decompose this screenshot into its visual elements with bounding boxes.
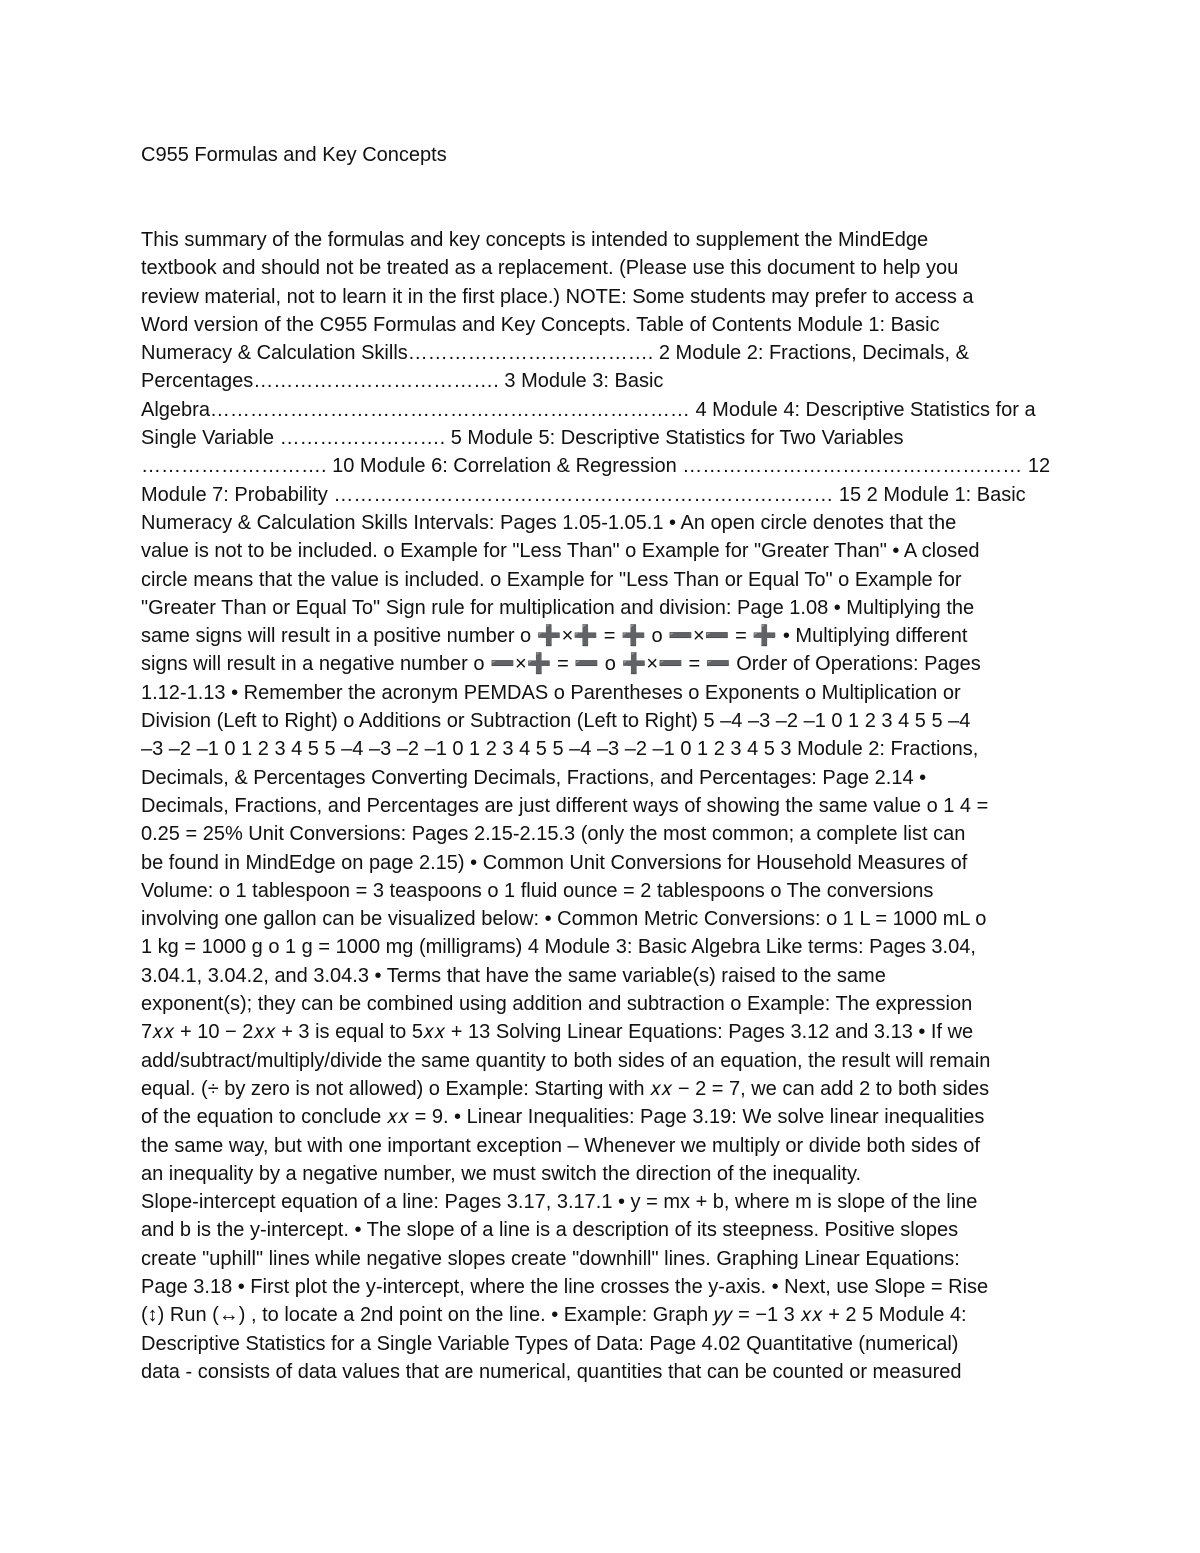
body-text-line: Word version of the C955 Formulas and Key Concepts. Table of Contents Module 1: Basic <box>141 313 940 336</box>
body-text-line: "Greater Than or Equal To" Sign rule for multiplication and division: Page 1.08 • Multiplying the <box>141 596 975 619</box>
body-text-line: 7𝑥𝑥 + 10 − 2𝑥𝑥 + 3 is equal to 5𝑥𝑥 + 13 Solving Linear Equations: Pages 3.12 and 3.13 • If we <box>141 1021 974 1044</box>
body-text-line: Volume: o 1 tablespoon = 3 teaspoons o 1 fluid ounce = 2 tablespoons o The conversions <box>141 879 934 902</box>
body-text-line: –3 –2 –1 0 1 2 3 4 5 5 –4 –3 –2 –1 0 1 2 3 4 5 5 –4 –3 –2 –1 0 1 2 3 4 5 3 Module 2: Fractions, <box>141 738 979 761</box>
body-text-line: Decimals, & Percentages Converting Decimals, Fractions, and Percentages: Page 2.14 • <box>141 766 927 789</box>
body-text-line: ………………………. 10 Module 6: Correlation & Regression …………………………………………… 12 <box>141 455 1051 478</box>
body-text-line: Division (Left to Right) o Additions or Subtraction (Left to Right) 5 –4 –3 –2 –1 0 1 2 3 4 5 5 –4 <box>141 710 971 733</box>
body-text-line: be found in MindEdge on page 2.15) • Common Unit Conversions for Household Measures of <box>141 851 968 874</box>
body-text-line: circle means that the value is included. o Example for "Less Than or Equal To" o Example for <box>141 568 962 591</box>
body-text-line: add/subtract/multiply/divide the same quantity to both sides of an equation, the result will remain <box>141 1049 991 1072</box>
body-text-line: the same way, but with one important exception – Whenever we multiply or divide both sides of <box>141 1134 980 1157</box>
body-text-line: Percentages………………………………. 3 Module 3: Basic <box>141 370 664 393</box>
body-text-line: create "uphill" lines while negative slopes create "downhill" lines. Graphing Linear Equations: <box>141 1247 960 1270</box>
document-body <box>141 226 1071 1386</box>
body-text-line: of the equation to conclude 𝑥𝑥 = 9. • Linear Inequalities: Page 3.19: We solve linear inequalities <box>141 1106 985 1129</box>
body-text-line: exponent(s); they can be combined using addition and subtraction o Example: The expression <box>141 993 973 1016</box>
body-text-line: textbook and should not be treated as a replacement. (Please use this document to help you <box>141 257 959 280</box>
body-text-line: This summary of the formulas and key concepts is intended to supplement the MindEdge <box>141 229 929 251</box>
body-text-line: Descriptive Statistics for a Single Variable Types of Data: Page 4.02 Quantitative (numerical) <box>141 1332 959 1355</box>
body-text-line: value is not to be included. o Example for "Less Than" o Example for "Greater Than" • A closed <box>141 540 980 563</box>
body-text-line: signs will result in a negative number o ➖×➕ = ➖ o ➕×➖ = ➖ Order of Operations: Pages <box>141 653 981 676</box>
body-text-line: data - consists of data values that are numerical, quantities that can be counted or measured <box>141 1360 962 1383</box>
body-text-line: equal. (÷ by zero is not allowed) o Example: Starting with 𝑥𝑥 − 2 = 7, we can add 2 to both sides <box>141 1077 990 1100</box>
body-text-line: Numeracy & Calculation Skills………………………………. 2 Module 2: Fractions, Decimals, & <box>141 342 969 365</box>
body-text-line: review material, not to learn it in the first place.) NOTE: Some students may prefer to access a <box>141 285 974 308</box>
body-text-line: 0.25 = 25% Unit Conversions: Pages 2.15-2.15.3 (only the most common; a complete list can <box>141 823 966 846</box>
body-text-line: and b is the y-intercept. • The slope of a line is a description of its steepness. Positive slopes <box>141 1219 959 1242</box>
body-text-line: Algebra……………………………………………………………… 4 Module 4: Descriptive Statistics for a <box>141 398 1036 421</box>
body-text-line: 1 kg = 1000 g o 1 g = 1000 mg (milligrams) 4 Module 3: Basic Algebra Like terms: Pages 3.04, <box>141 936 976 959</box>
body-text-line: Numeracy & Calculation Skills Intervals: Pages 1.05-1.05.1 • An open circle denotes that the <box>141 511 957 534</box>
body-text-line: an inequality by a negative number, we must switch the direction of the inequality. <box>141 1162 862 1185</box>
body-text-line: Page 3.18 • First plot the y-intercept, where the line crosses the y-axis. • Next, use Slope = Rise <box>141 1275 989 1298</box>
body-text-line: (↕) Run (↔) , to locate a 2nd point on the line. • Example: Graph 𝑦𝑦 = −1 3 𝑥𝑥 + 2 5 Module 4: <box>141 1304 967 1327</box>
body-text-line: same signs will result in a positive number o ➕×➕ = ➕ o ➖×➖ = ➕ • Multiplying different <box>141 625 968 648</box>
body-text-line: Decimals, Fractions, and Percentages are just different ways of showing the same value o 1 4 = <box>141 794 989 817</box>
body-text-line: involving one gallon can be visualized below: • Common Metric Conversions: o 1 L = 1000 mL o <box>141 908 987 931</box>
body-text-line: Module 7: Probability ………………………………………………………………… 15 2 Module 1: Basic <box>141 483 1026 506</box>
body-text-line: 1.12-1.13 • Remember the acronym PEMDAS o Parentheses o Exponents o Multiplication or <box>141 681 961 704</box>
body-text-line: Slope-intercept equation of a line: Pages 3.17, 3.17.1 • y = mx + b, where m is slope of the line <box>141 1191 978 1214</box>
document-title: C955 Formulas and Key Concepts <box>141 144 447 166</box>
body-text-line: Single Variable ……………………. 5 Module 5: Descriptive Statistics for Two Variables <box>141 427 904 450</box>
body-text-line: 3.04.1, 3.04.2, and 3.04.3 • Terms that have the same variable(s) raised to the same <box>141 964 886 987</box>
